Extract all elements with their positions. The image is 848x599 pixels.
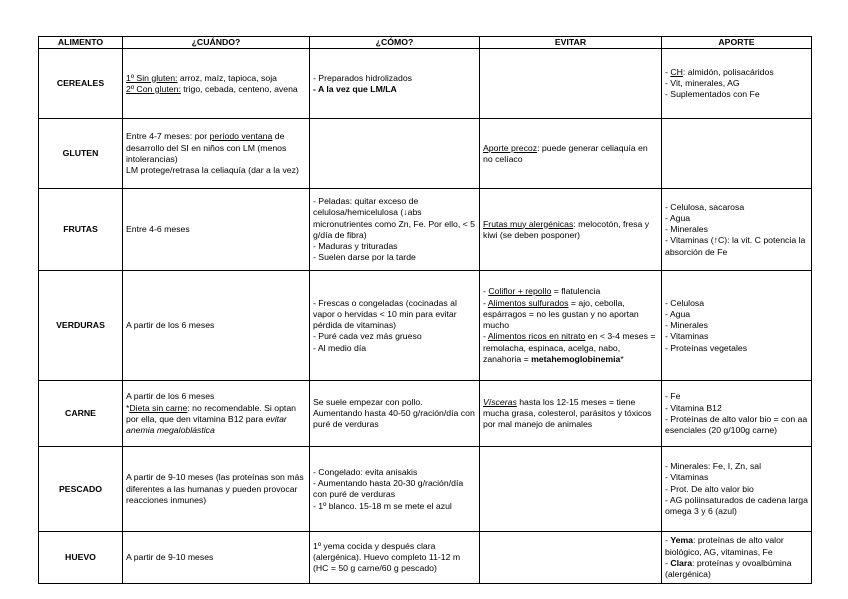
- aporte-line: [665, 320, 808, 331]
- text-segment: Yema: [670, 535, 694, 546]
- table-row: [39, 271, 812, 381]
- cuando-cell: [123, 381, 310, 447]
- evitar-line: [483, 286, 658, 297]
- text-segment: Alimentos sulfurados: [487, 297, 569, 308]
- como-line: [313, 408, 476, 431]
- header-alimento: ALIMENTO: [39, 37, 123, 49]
- text-segment: - Agua: [665, 212, 691, 223]
- text-segment: - Vitamina B12: [665, 402, 722, 413]
- como-cell: [310, 49, 480, 119]
- text-segment: *: [126, 402, 130, 413]
- aporte-cell: [662, 381, 812, 447]
- text-segment: A partir de 9-10 meses: [126, 552, 214, 563]
- cuando-cell: [123, 119, 310, 189]
- evitar-line: [483, 219, 658, 242]
- aporte-line: [665, 224, 808, 235]
- table-header: [39, 37, 812, 49]
- aporte-cell: [662, 189, 812, 271]
- text-segment: -: [483, 297, 488, 308]
- text-segment: LM protege/retrasa la celiaquía (dar a la vez): [126, 165, 299, 176]
- text-segment: -: [483, 331, 488, 342]
- text-segment: - Minerales: [665, 320, 708, 331]
- text-segment: evitar anemia megaloblástica: [126, 413, 287, 436]
- como-line: [313, 501, 476, 512]
- text-segment: 1º yema cocida y después clara (alergénica). Huevo completo 11-12 m (HC = 50 g carne/60 g pescado): [313, 540, 461, 574]
- text-segment: : almidón, polisacáridos: [682, 66, 774, 77]
- cuando-line: [126, 73, 306, 84]
- evitar-cell: [480, 271, 662, 381]
- text-segment: - Prot. De alto valor bio: [665, 483, 754, 494]
- text-segment: : proteínas y ovoalbúmina (alergénica): [665, 557, 792, 580]
- text-segment: Vísceras: [483, 396, 517, 407]
- text-segment: - AG poliinsaturados de cadena larga omega 3 y 6 (azul): [665, 494, 808, 517]
- text-segment: Clara: [670, 557, 693, 568]
- text-segment: - 1º blanco. 15-18 m se mete el azul: [313, 500, 452, 511]
- text-segment: - Vit, minerales, AG: [665, 78, 740, 89]
- como-line: [313, 397, 476, 408]
- text-segment: : melocotón, fresa y kiwi (se deben posponer): [483, 218, 650, 240]
- como-line: [313, 467, 476, 478]
- aporte-line: [665, 461, 808, 472]
- cuando-cell: [123, 189, 310, 271]
- text-segment: de desarrollo del SI en niños con LM (menos intolerancias): [126, 131, 287, 164]
- aporte-line: [665, 67, 808, 78]
- evitar-line: [483, 331, 658, 365]
- text-segment: - Vitaminas: [665, 472, 709, 483]
- text-segment: - Proteínas vegetales: [665, 342, 748, 353]
- evitar-cell: [480, 532, 662, 584]
- como-line: [313, 298, 476, 332]
- como-line: [313, 478, 476, 501]
- aporte-line: [665, 235, 808, 258]
- como-line: [313, 343, 476, 354]
- text-segment: - Peladas: quitar exceso de celulosa/hemicelulosa (↓abs micronutrientes como Zn, Fe. Por ello, < 5 g/día de fibra): [313, 195, 475, 240]
- header-evitar: EVITAR: [480, 37, 662, 49]
- table-body: [39, 49, 812, 584]
- aporte-line: [665, 391, 808, 402]
- cuando-cell: [123, 532, 310, 584]
- aporte-cell: [662, 271, 812, 381]
- aporte-line: [665, 202, 808, 213]
- text-segment: = flatulencia: [551, 286, 601, 297]
- cuando-cell: [123, 49, 310, 119]
- text-segment: hasta los 12-15 meses = tiene mucha grasa, colesterol, parásitos y tóxicos por mal manejo de animales: [483, 396, 652, 430]
- aporte-line: [665, 495, 808, 518]
- aporte-cell: [662, 119, 812, 189]
- text-segment: - Minerales: Fe, I, Zn, sal: [665, 461, 762, 472]
- text-segment: - Frescas o congeladas (cocinadas al vapor o hervidas < 10 min para evitar pérdida de vitaminas): [313, 297, 457, 331]
- text-segment: Aporte precoz: [483, 142, 538, 153]
- text-segment: -: [665, 557, 671, 568]
- food-name-cell: FRUTAS: [39, 189, 123, 271]
- cuando-line: [126, 165, 306, 176]
- aporte-cell: [662, 49, 812, 119]
- como-cell: [310, 381, 480, 447]
- cuando-line: [126, 391, 306, 402]
- text-segment: arroz, maíz, tapioca, soja: [177, 72, 277, 83]
- food-name-cell: PESCADO: [39, 447, 123, 532]
- text-segment: - Al medio día: [313, 342, 367, 353]
- aporte-line: [665, 558, 808, 581]
- text-segment: : proteínas de alto valor biológico, AG, vitaminas, Fe: [665, 535, 784, 557]
- text-segment: - Maduras y trituradas: [313, 241, 398, 252]
- aporte-line: [665, 213, 808, 224]
- evitar-line: [483, 298, 658, 332]
- nutrition-table: [38, 36, 812, 584]
- text-segment: - Puré cada vez más grueso: [313, 331, 422, 342]
- food-name-cell: VERDURAS: [39, 271, 123, 381]
- text-segment: -: [483, 286, 489, 297]
- text-segment: -: [665, 535, 671, 546]
- aporte-line: [665, 403, 808, 414]
- food-name-cell: GLUTEN: [39, 119, 123, 189]
- aporte-line: [665, 298, 808, 309]
- text-segment: - Vitaminas (↑C): la vit. C potencia la absorción de Fe: [665, 235, 806, 257]
- como-cell: [310, 447, 480, 532]
- cuando-cell: [123, 447, 310, 532]
- text-segment: - Preparados hidrolizados: [313, 72, 412, 83]
- header-cuando: ¿CUÁNDO?: [123, 37, 310, 49]
- como-line: [313, 196, 476, 241]
- como-line: [313, 541, 476, 575]
- como-cell: [310, 119, 480, 189]
- text-segment: - Suplementados con Fe: [665, 89, 760, 100]
- evitar-cell: [480, 189, 662, 271]
- text-segment: - Congelado: evita anisakis: [313, 466, 418, 477]
- cuando-line: [126, 552, 306, 563]
- como-line: [313, 331, 476, 342]
- cuando-cell: [123, 271, 310, 381]
- text-segment: A partir de 9-10 meses (las proteínas son más diferentes a las humanas y pueden provocar reacciones inmunes): [126, 472, 304, 505]
- food-name-cell: CARNE: [39, 381, 123, 447]
- cuando-line: [126, 224, 306, 235]
- text-segment: - Agua: [665, 308, 691, 319]
- table-row: [39, 532, 812, 584]
- text-segment: Entre 4-6 meses: [126, 224, 190, 235]
- table-row: [39, 119, 812, 189]
- cuando-line: [126, 84, 306, 95]
- header-row: [39, 37, 812, 49]
- aporte-line: [665, 78, 808, 89]
- text-segment: - Fe: [665, 391, 681, 402]
- text-segment: - Minerales: [665, 224, 708, 235]
- evitar-cell: [480, 447, 662, 532]
- como-cell: [310, 532, 480, 584]
- text-segment: - Suelen darse por la tarde: [313, 252, 416, 263]
- cuando-line: [126, 472, 306, 506]
- text-segment: en < 3-4 meses = remolacha, espinaca, acelga, nabo, zanahoria =: [483, 331, 656, 365]
- text-segment: metahemoglobinemia: [531, 354, 621, 365]
- text-segment: - Celulosa: [665, 297, 705, 308]
- table-row: [39, 447, 812, 532]
- food-name-cell: CEREALES: [39, 49, 123, 119]
- text-segment: CH: [670, 66, 683, 77]
- text-segment: - A la vez que LM/LA: [313, 83, 397, 94]
- text-segment: Se suele empezar con pollo.: [313, 396, 423, 407]
- text-segment: Frutas muy alergénicas: [483, 218, 574, 229]
- text-segment: *: [620, 354, 624, 365]
- text-segment: 1º Sin gluten:: [126, 72, 178, 83]
- text-segment: Aumentando hasta 40-50 g/ración/día con puré de verduras: [313, 408, 475, 430]
- text-segment: Entre 4-7 meses: por: [126, 131, 210, 142]
- text-segment: Coliflor + repollo: [488, 286, 552, 297]
- text-segment: - Celulosa, sacarosa: [665, 201, 745, 212]
- aporte-line: [665, 331, 808, 342]
- table-row: [39, 49, 812, 119]
- text-segment: trigo, cebada, centeno, avena: [180, 83, 298, 94]
- aporte-line: [665, 343, 808, 354]
- aporte-line: [665, 89, 808, 100]
- aporte-line: [665, 535, 808, 558]
- evitar-line: [483, 143, 658, 166]
- text-segment: - Proteínas de alto valor bio = con aa esenciales (20 g/100g carne): [665, 413, 808, 436]
- table-row: [39, 189, 812, 271]
- food-name-cell: HUEVO: [39, 532, 123, 584]
- text-segment: : puede generar celiaquía en no celíaco: [483, 142, 648, 164]
- text-segment: A partir de los 6 meses: [126, 391, 215, 402]
- como-cell: [310, 189, 480, 271]
- evitar-cell: [480, 119, 662, 189]
- text-segment: - Vitaminas: [665, 331, 709, 342]
- cuando-line: [126, 403, 306, 437]
- aporte-line: [665, 484, 808, 495]
- como-line: [313, 241, 476, 252]
- aporte-line: [665, 414, 808, 437]
- text-segment: : no recomendable. Si optan por ella, que den vitamina B12 para: [126, 402, 297, 424]
- aporte-line: [665, 472, 808, 483]
- text-segment: 2º Con gluten:: [126, 83, 181, 94]
- text-segment: -: [665, 66, 671, 77]
- como-line: [313, 73, 476, 84]
- text-segment: A partir de los 6 meses: [126, 320, 215, 331]
- cuando-line: [126, 320, 306, 331]
- text-segment: - Aumentando hasta 20-30 g/ración/día con puré de verduras: [313, 478, 464, 500]
- header-aporte: APORTE: [662, 37, 812, 49]
- como-line: [313, 84, 476, 95]
- evitar-cell: [480, 381, 662, 447]
- como-line: [313, 252, 476, 263]
- text-segment: Dieta sin carne: [129, 402, 188, 413]
- header-como: ¿CÓMO?: [310, 37, 480, 49]
- text-segment: = ajo, cebolla, espárragos = no les gustan y no aportan mucho: [483, 297, 639, 331]
- evitar-cell: [480, 49, 662, 119]
- cuando-line: [126, 131, 306, 165]
- text-segment: período ventana: [209, 131, 273, 142]
- aporte-line: [665, 309, 808, 320]
- evitar-line: [483, 397, 658, 431]
- text-segment: Alimentos ricos en nitrato: [487, 331, 586, 342]
- table-row: [39, 381, 812, 447]
- aporte-cell: [662, 532, 812, 584]
- aporte-cell: [662, 447, 812, 532]
- como-cell: [310, 271, 480, 381]
